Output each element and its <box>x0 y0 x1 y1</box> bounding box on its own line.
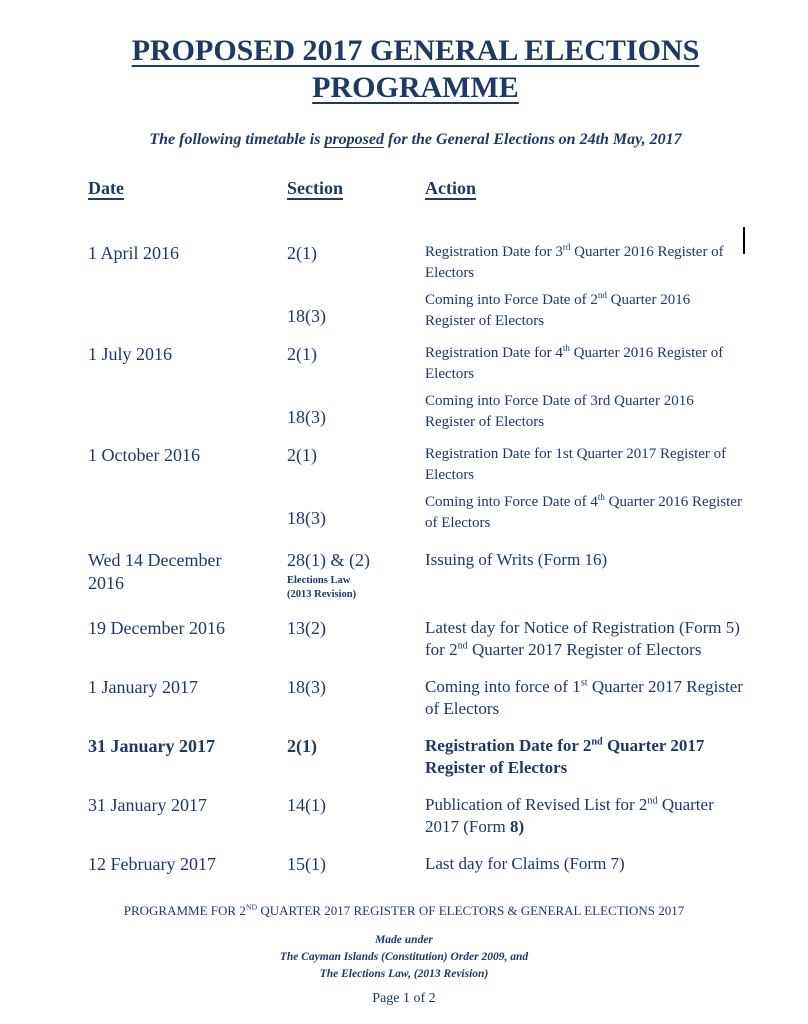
row-action: Last day for Claims (Form 7) <box>425 854 625 874</box>
document-footer <box>0 903 808 982</box>
row-action: Registration Date for 4th Quarter 2016 Register of Electors <box>425 343 724 383</box>
row-action: Coming into Force Date of 3rd Quarter 2016 Register of Electors <box>425 393 694 431</box>
subtitle-prefix: The following timetable is <box>149 131 325 149</box>
section-number: 14(1) <box>287 795 326 816</box>
page-title-line-2: PROGRAMME <box>312 70 519 104</box>
table-row <box>88 242 743 284</box>
section-number: 2(1) <box>287 735 317 756</box>
row-action: Coming into Force Date of 4th Quarter 2016 Register of Electors <box>425 492 742 532</box>
row-date: 19 December 2016 <box>88 617 225 638</box>
row-action: Registration Date for 1st Quarter 2017 Register of Electors <box>425 446 727 484</box>
section-number: 2(1) <box>287 445 317 466</box>
row-action: Latest day for Notice of Registration (Form 5) for 2nd Quarter 2017 Register of Electors <box>425 617 740 659</box>
row-date: 31 January 2017 <box>88 735 216 756</box>
row-section <box>287 853 425 876</box>
row-action: Registration Date for 3rd Quarter 2016 Register of Electors <box>425 242 724 282</box>
row-date: 31 January 2017 <box>88 795 207 816</box>
row-section <box>287 549 425 601</box>
section-number: 18(3) <box>287 676 326 697</box>
table-row <box>88 391 743 433</box>
table-row <box>88 290 743 332</box>
row-action: Publication of Revised List for 2nd Quarter 2017 (Form 8) <box>425 795 714 837</box>
section-number: 2(1) <box>287 243 317 264</box>
row-date: 1 October 2016 <box>88 445 200 466</box>
timetable-rows <box>88 242 743 876</box>
page-title-line-1: PROPOSED 2017 GENERAL ELECTIONS <box>131 34 700 67</box>
page-number: Page 1 of 2 <box>372 991 436 1006</box>
section-number: 18(3) <box>287 407 326 428</box>
row-section <box>287 290 425 332</box>
row-date <box>88 492 287 534</box>
table-row <box>88 343 743 385</box>
row-section <box>287 343 425 385</box>
table-row <box>88 617 743 661</box>
section-number: 2(1) <box>287 344 317 365</box>
table-row <box>88 794 743 838</box>
table-row <box>88 853 743 876</box>
row-section <box>287 492 425 534</box>
row-action: Issuing of Writs (Form 16) <box>425 550 608 570</box>
row-date: 12 February 2017 <box>88 854 216 875</box>
column-header-section: Section <box>287 178 343 199</box>
table-row <box>88 492 743 534</box>
table-header-row <box>88 178 743 199</box>
row-section <box>287 676 425 720</box>
made-under-note <box>0 932 808 982</box>
made-under-line: The Cayman Islands (Constitution) Order 2009, and <box>279 950 529 963</box>
subtitle-underlined-word: proposed <box>324 131 385 149</box>
row-action: Coming into force of 1st Quarter 2017 Register of Electors <box>425 676 743 718</box>
row-date <box>88 290 287 332</box>
row-date: 1 July 2016 <box>88 344 173 365</box>
row-action: Coming into Force Date of 2nd Quarter 2016 Register of Electors <box>425 290 691 330</box>
made-under-line: Made under <box>375 934 433 947</box>
section-number: 28(1) & (2) <box>287 550 370 571</box>
made-under-line: The Elections Law, (2013 Revision) <box>319 967 489 980</box>
section-number: 13(2) <box>287 617 326 638</box>
row-section <box>287 794 425 838</box>
section-note: Elections Law (2013 Revision) <box>287 575 357 600</box>
row-section <box>287 391 425 433</box>
section-number: 15(1) <box>287 854 326 875</box>
section-number: 18(3) <box>287 306 326 327</box>
table-row <box>88 444 743 486</box>
row-action: Registration Date for 2nd Quarter 2017 Register of Electors <box>425 735 705 777</box>
row-section <box>287 735 425 779</box>
row-section <box>287 242 425 284</box>
table-row <box>88 676 743 720</box>
column-header-action: Action <box>425 178 476 199</box>
column-header-date: Date <box>88 178 124 199</box>
row-date: 1 January 2017 <box>88 676 198 697</box>
row-date <box>88 391 287 433</box>
row-date: 1 April 2016 <box>88 243 180 264</box>
row-section <box>287 617 425 661</box>
page-title <box>88 33 743 106</box>
row-date: Wed 14 December 2016 <box>88 550 222 594</box>
subtitle-suffix: for the General Elections on 24th May, 2017 <box>384 131 682 149</box>
table-row <box>88 549 743 601</box>
subtitle <box>88 131 743 149</box>
table-row <box>88 735 743 779</box>
text-cursor-mark <box>743 227 745 254</box>
section-number: 18(3) <box>287 508 326 529</box>
row-section <box>287 444 425 486</box>
programme-caption: PROGRAMME FOR 2ND QUARTER 2017 REGISTER OF ELECTORS & GENERAL ELECTIONS 2017 <box>123 902 685 919</box>
